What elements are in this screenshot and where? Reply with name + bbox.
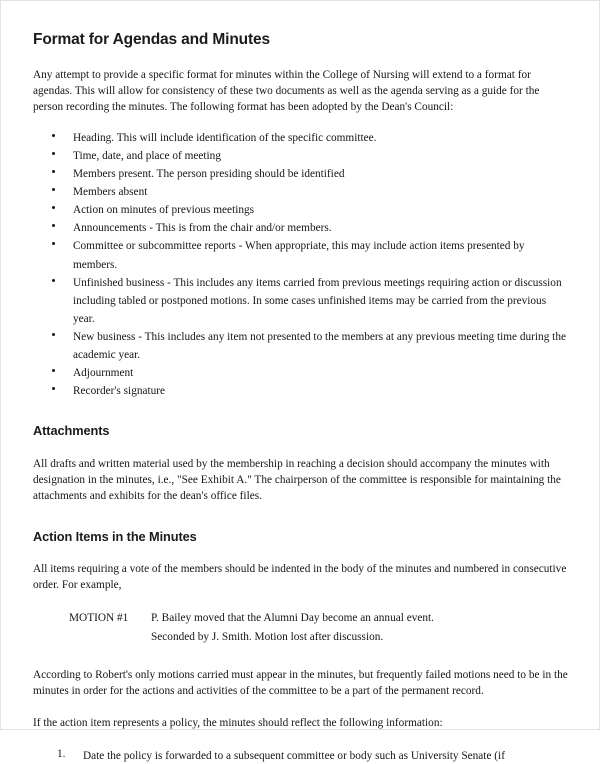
list-item-label: Committee or subcommittee reports - When appropriate, this may include action items presented by members. bbox=[73, 240, 525, 271]
motion-line-2: Seconded by J. Smith. Motion lost after discussion. bbox=[151, 630, 384, 643]
spacer bbox=[33, 50, 569, 67]
bullet-icon bbox=[52, 333, 55, 336]
motion-second-row bbox=[69, 627, 569, 645]
bullet-icon bbox=[52, 152, 55, 155]
bullet-icon bbox=[52, 369, 55, 372]
action-items-intro-paragraph: All items requiring a vote of the members should be indented in the body of the minutes and numbered in consecutive order. For example, bbox=[33, 563, 567, 592]
bullet-icon bbox=[52, 188, 55, 191]
spacer bbox=[33, 115, 569, 128]
document-body bbox=[33, 1, 569, 764]
spacer bbox=[33, 731, 569, 746]
attachments-heading: Attachments bbox=[33, 423, 110, 439]
motion-example-block bbox=[33, 610, 569, 644]
action-items-heading: Action Items in the Minutes bbox=[33, 528, 197, 544]
motion-first-row bbox=[69, 610, 569, 626]
spacer bbox=[33, 544, 569, 561]
page-title: Format for Agendas and Minutes bbox=[33, 31, 270, 48]
list-item-label: Adjournment bbox=[73, 367, 134, 380]
bullet-icon bbox=[52, 170, 55, 173]
spacer bbox=[33, 504, 569, 529]
list-item bbox=[33, 236, 569, 272]
list-item-label: Members present. The person presiding should be identified bbox=[73, 168, 345, 181]
list-item bbox=[33, 746, 569, 764]
intro-paragraph: Any attempt to provide a specific format for minutes within the College of Nursing will extend to a format for agendas. This will allow for consistency of these two documents as well as the agenda serving as a guide for the person recording the minutes. The following format has been adopted by the Dean's Council: bbox=[33, 68, 540, 113]
roberts-rules-paragraph: According to Robert's only motions carried must appear in the minutes, but frequently failed motions need to be in the minutes in order for the actions and activities of the committee to be a part of the permanent record. bbox=[33, 668, 568, 697]
spacer bbox=[33, 593, 569, 610]
spacer bbox=[33, 699, 569, 715]
list-item-label: Members absent bbox=[73, 186, 148, 199]
bullet-icon bbox=[52, 387, 55, 390]
list-item-label: Heading. This will include identification of the specific committee. bbox=[73, 131, 377, 144]
motion-line-1: P. Bailey moved that the Alumni Day become an annual event. bbox=[151, 612, 434, 625]
bullet-icon bbox=[52, 134, 55, 137]
list-item bbox=[33, 182, 569, 200]
list-item bbox=[33, 146, 569, 164]
spacer bbox=[33, 399, 569, 423]
motion-label: MOTION #1 bbox=[69, 612, 129, 625]
attachments-paragraph: All drafts and written material used by the membership in reaching a decision should accompany the minutes with designation in the minutes, i.e., "See Exhibit A." The chairperson of the committee is responsible for maintaining the attachments and exhibits for the dean's office files. bbox=[33, 457, 561, 502]
list-item-label: Date the policy is forwarded to a subsequent committee or body such as University Senate (if bbox=[83, 749, 505, 762]
list-item-label: Unfinished business - This includes any items carried from previous meetings requiring action or discussion including tabled or postponed motions. In some cases unfinished items may be carried from the previous year. bbox=[73, 276, 562, 325]
list-item bbox=[33, 128, 569, 146]
list-item-label: Time, date, and place of meeting bbox=[73, 149, 221, 162]
list-item bbox=[33, 273, 569, 327]
bullet-icon bbox=[52, 224, 55, 227]
list-item-label: Announcements - This is from the chair and/or members. bbox=[73, 222, 332, 235]
list-item bbox=[33, 327, 569, 363]
policy-intro-paragraph: If the action item represents a policy, the minutes should reflect the following information: bbox=[33, 716, 443, 729]
policy-items-list bbox=[33, 746, 569, 764]
bullet-icon bbox=[52, 279, 55, 282]
list-item bbox=[33, 218, 569, 236]
spacer bbox=[33, 439, 569, 456]
list-item bbox=[33, 164, 569, 182]
format-items-list bbox=[33, 128, 569, 399]
spacer bbox=[33, 645, 569, 667]
list-item-label: New business - This includes any item not presented to the members at any previous meeting time during the academic year. bbox=[73, 330, 566, 361]
list-item bbox=[33, 200, 569, 218]
list-item-label: Action on minutes of previous meetings bbox=[73, 204, 255, 217]
bullet-icon bbox=[52, 242, 55, 245]
bullet-icon bbox=[52, 206, 55, 209]
list-item-number: 1. bbox=[57, 747, 66, 760]
list-item bbox=[33, 381, 569, 399]
list-item bbox=[33, 363, 569, 381]
list-item-label: Recorder's signature bbox=[73, 385, 166, 398]
